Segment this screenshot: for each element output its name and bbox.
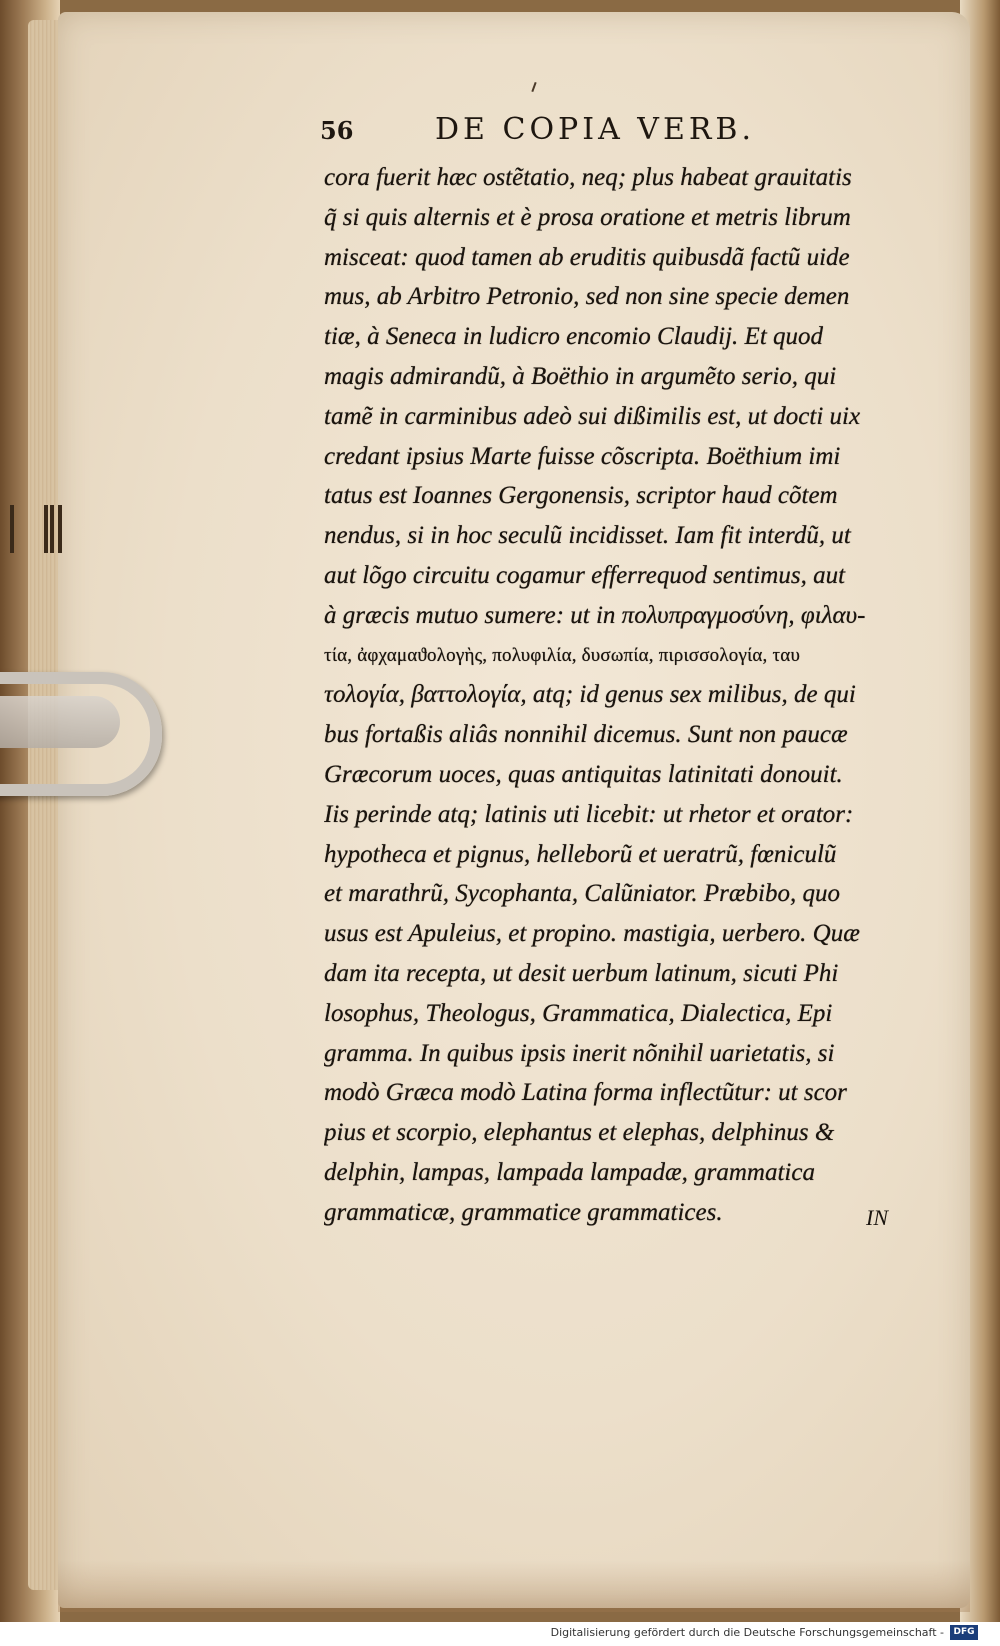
text-line: usus est Apuleius, et propino. mastigia, uerbero. Quæ bbox=[324, 920, 860, 948]
text-line: pius et scorpio, elephantus et elephas, delphinus & bbox=[324, 1119, 835, 1147]
text-line: hypotheca et pignus, helleborũ et ueratrũ, fœniculũ bbox=[324, 840, 837, 868]
text-line: losophus, Theologus, Grammatica, Dialectica, Epi bbox=[324, 999, 833, 1027]
text-line: delphin, lampas, lampada lampadæ, grammatica bbox=[324, 1158, 815, 1186]
text-line: tamẽ in carminibus adeò sui dißimilis est, ut docti uix bbox=[324, 402, 861, 430]
text-line: et marathrũ, Sycophanta, Calũniator. Præbibo, quo bbox=[324, 880, 840, 908]
page-edge-marks bbox=[4, 505, 68, 555]
text-line: magis admirandũ, à Boëthio in argumẽto serio, qui bbox=[324, 362, 837, 390]
text-line: q̃ si quis alternis et è prosa oratione et metris librum bbox=[324, 203, 851, 231]
paper-clip-icon bbox=[0, 672, 162, 796]
running-title: DE COPIA VERB. bbox=[435, 112, 756, 147]
text-line: tatus est Ioannes Gergonensis, scriptor haud cõtem bbox=[324, 482, 838, 510]
body-text bbox=[324, 158, 904, 1233]
dfg-logo: DFG bbox=[950, 1625, 978, 1640]
text-line: bus fortaßis aliâs nonnihil dicemus. Sunt non paucæ bbox=[324, 721, 848, 749]
text-line-greek: τία, ἀφχαμαϑολογὴς, πολυφιλία, δυσωπία, πιρισσολογία, ταυ bbox=[324, 644, 801, 666]
page-number: 56 bbox=[320, 116, 354, 145]
text-line: credant ipsius Marte fuisse cõscripta. Boëthium imi bbox=[324, 442, 841, 470]
text-line: mus, ab Arbitro Petronio, sed non sine specie demen bbox=[324, 283, 850, 311]
text-line: dam ita recepta, ut desit uerbum latinum, sicuti Phi bbox=[324, 959, 839, 987]
catchword: IN bbox=[866, 1205, 888, 1230]
text-line: misceat: quod tamen ab eruditis quibusdã factũ uide bbox=[324, 243, 850, 271]
text-line: grammaticæ, grammatice grammatices. bbox=[324, 1198, 723, 1226]
text-line: tiæ, à Seneca in ludicro encomio Claudij. Et quod bbox=[324, 323, 824, 351]
text-line: cora fuerit hæc ostẽtatio, neq; plus habeat grauitatis bbox=[324, 164, 852, 191]
text-line: Græcorum uoces, quas antiquitas latinitati donouit. bbox=[324, 760, 843, 788]
text-line: τολογία, βαττολογία, atq; id genus sex milibus, de qui bbox=[324, 681, 856, 709]
text-line: modò Græca modò Latina forma inflectũtur: ut scor bbox=[324, 1079, 847, 1107]
text-line: à græcis mutuo sumere: ut in πολυπραγμοσύνη, φιλαυ- bbox=[324, 601, 866, 629]
text-line: nendus, si in hoc seculũ incidisset. Iam fit interdũ, ut bbox=[324, 522, 851, 550]
text-line: Iis perinde atq; latinis uti licebit: ut rhetor et orator: bbox=[324, 800, 854, 828]
page-header bbox=[320, 112, 920, 152]
page-shadow bbox=[58, 1560, 970, 1612]
text-line: gramma. In quibus ipsis inerit nõnihil uarietatis, si bbox=[324, 1039, 835, 1067]
page-edges bbox=[28, 20, 62, 1590]
footer-bar bbox=[0, 1622, 1000, 1646]
text-line: aut lõgo circuitu cogamur efferrequod sentimus, aut bbox=[324, 561, 846, 589]
funding-credit: Digitalisierung gefördert durch die Deutsche Forschungsgemeinschaft - bbox=[550, 1626, 944, 1639]
